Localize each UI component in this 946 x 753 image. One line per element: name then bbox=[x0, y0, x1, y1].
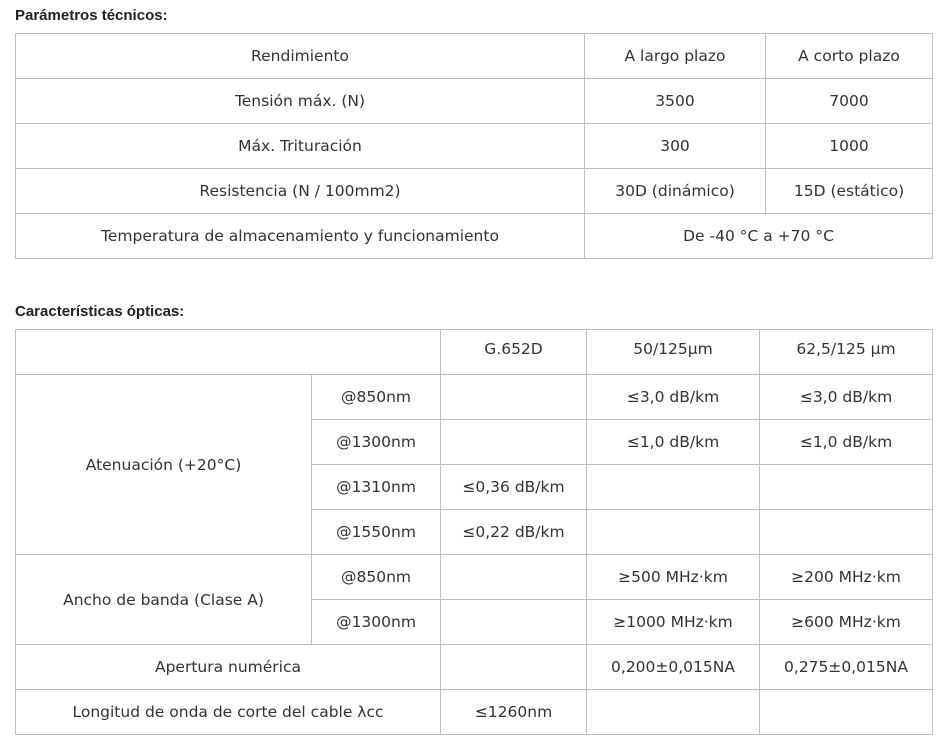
g652d-value bbox=[441, 555, 587, 600]
short-term-value: 15D (estático) bbox=[766, 169, 933, 214]
mm62-value bbox=[760, 690, 933, 735]
header-50-125: 50/125μm bbox=[587, 330, 760, 375]
mm62-value: ≤3,0 dB/km bbox=[760, 375, 933, 420]
mm62-value: 0,275±0,015NA bbox=[760, 645, 933, 690]
g652d-value: ≤1260nm bbox=[441, 690, 587, 735]
header-long-term: A largo plazo bbox=[585, 34, 766, 79]
row-label: Máx. Trituración bbox=[16, 124, 585, 169]
technical-parameters-title: Parámetros técnicos: bbox=[15, 7, 168, 24]
header-g652d: G.652D bbox=[441, 330, 587, 375]
wavelength-cell: @1310nm bbox=[312, 465, 441, 510]
technical-parameters-table bbox=[15, 33, 933, 259]
table-row bbox=[16, 555, 933, 600]
table-row bbox=[16, 124, 933, 169]
wavelength-cell: @1300nm bbox=[312, 600, 441, 645]
optical-characteristics-table bbox=[15, 329, 933, 735]
short-term-value: 1000 bbox=[766, 124, 933, 169]
mm50-value: ≥500 MHz·km bbox=[587, 555, 760, 600]
mm50-value: ≤3,0 dB/km bbox=[587, 375, 760, 420]
temperature-value: De -40 °C a +70 °C bbox=[585, 214, 933, 259]
attenuation-label: Atenuación (+20°C) bbox=[16, 375, 312, 555]
mm62-value bbox=[760, 510, 933, 555]
mm50-value: 0,200±0,015NA bbox=[587, 645, 760, 690]
mm50-value: ≤1,0 dB/km bbox=[587, 420, 760, 465]
mm62-value: ≥600 MHz·km bbox=[760, 600, 933, 645]
wavelength-cell: @850nm bbox=[312, 555, 441, 600]
long-term-value: 300 bbox=[585, 124, 766, 169]
optical-characteristics-title: Características ópticas: bbox=[15, 303, 185, 320]
g652d-value: ≤0,36 dB/km bbox=[441, 465, 587, 510]
wavelength-cell: @1550nm bbox=[312, 510, 441, 555]
mm50-value: ≥1000 MHz·km bbox=[587, 600, 760, 645]
mm50-value bbox=[587, 690, 760, 735]
short-term-value: 7000 bbox=[766, 79, 933, 124]
table-header-row bbox=[16, 330, 933, 375]
g652d-value bbox=[441, 420, 587, 465]
header-empty-cell bbox=[16, 330, 441, 375]
table-row bbox=[16, 79, 933, 124]
temperature-label: Temperatura de almacenamiento y funcionamiento bbox=[16, 214, 585, 259]
g652d-value bbox=[441, 600, 587, 645]
row-label: Tensión máx. (N) bbox=[16, 79, 585, 124]
wavelength-cell: @1300nm bbox=[312, 420, 441, 465]
mm62-value: ≤1,0 dB/km bbox=[760, 420, 933, 465]
table-row bbox=[16, 214, 933, 259]
table-row bbox=[16, 645, 933, 690]
mm50-value bbox=[587, 510, 760, 555]
g652d-value bbox=[441, 645, 587, 690]
row-label: Resistencia (N / 100mm2) bbox=[16, 169, 585, 214]
table-header-row bbox=[16, 34, 933, 79]
cutoff-wavelength-label: Longitud de onda de corte del cable λcc bbox=[16, 690, 441, 735]
g652d-value bbox=[441, 375, 587, 420]
header-short-term: A corto plazo bbox=[766, 34, 933, 79]
bandwidth-label: Ancho de banda (Clase A) bbox=[16, 555, 312, 645]
wavelength-cell: @850nm bbox=[312, 375, 441, 420]
g652d-value: ≤0,22 dB/km bbox=[441, 510, 587, 555]
table-row bbox=[16, 690, 933, 735]
mm50-value bbox=[587, 465, 760, 510]
header-performance: Rendimiento bbox=[16, 34, 585, 79]
mm62-value: ≥200 MHz·km bbox=[760, 555, 933, 600]
table-row bbox=[16, 375, 933, 420]
mm62-value bbox=[760, 465, 933, 510]
numerical-aperture-label: Apertura numérica bbox=[16, 645, 441, 690]
table-row bbox=[16, 169, 933, 214]
long-term-value: 3500 bbox=[585, 79, 766, 124]
long-term-value: 30D (dinámico) bbox=[585, 169, 766, 214]
header-62-5-125: 62,5/125 μm bbox=[760, 330, 933, 375]
